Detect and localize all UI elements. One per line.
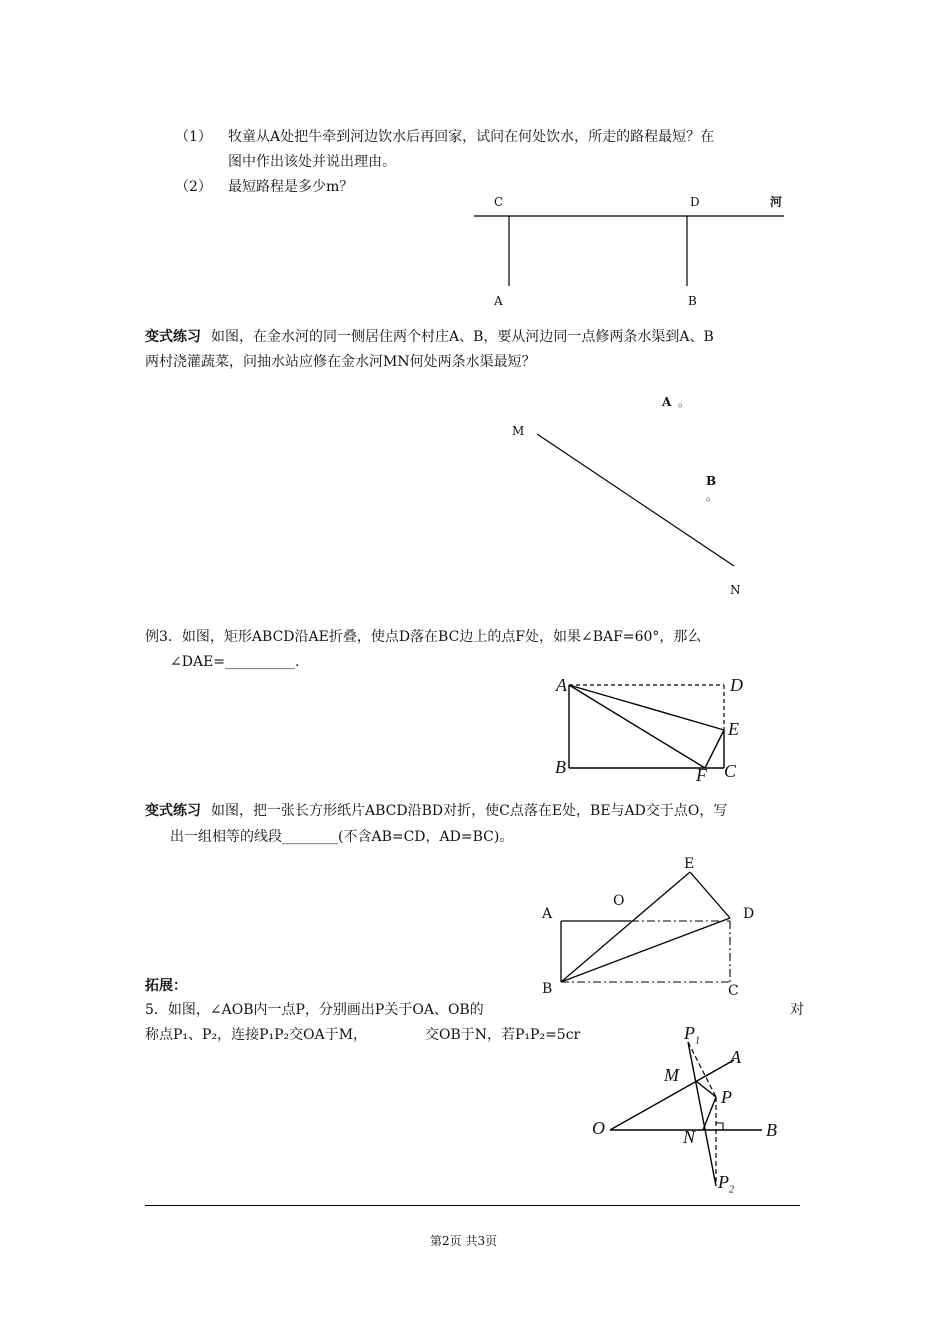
q1-number: （1） [175, 129, 212, 145]
fig5-label-P2: $P_2$ [718, 1172, 734, 1196]
ext-text-line1: 5．如图，∠AOB内一点P，分别画出P关于OA、OB的 [145, 1002, 484, 1018]
fig5-label-A: A [730, 1047, 741, 1067]
fig4-label-E: E [684, 856, 695, 872]
ex3-text-line2: ∠DAE=__________. [170, 654, 300, 670]
fig1-label-B: B [688, 294, 697, 308]
fig1-label-A: A [494, 294, 503, 308]
fig3-label-D: D [730, 675, 743, 695]
var1-title: 变式练习 [145, 329, 201, 345]
fig5-label-P1: $P_1$ [684, 1023, 700, 1047]
q1-text-line2: 图中作出该处并说出理由。 [228, 154, 396, 170]
ext-title: 拓展： [145, 978, 187, 994]
fig3-label-C: C [724, 761, 737, 781]
q1-text-line1: 牧童从A处把牛牵到河边饮水后再回家，试问在何处饮水，所走的路程最短？在 [228, 129, 715, 145]
fig2-dot-A: 。 [678, 395, 691, 409]
fig3-label-B: B [555, 757, 566, 777]
segment-MP [696, 1081, 716, 1097]
fig2-label-A: A [662, 395, 672, 409]
fig4-label-B: B [542, 981, 553, 997]
ext-text-line1-end: 对 [790, 1002, 804, 1018]
fig1-label-C: C [494, 195, 504, 209]
var1-text-line2: 两村浇灌蔬菜，问抽水站应修在金水河MN何处两条水渠最短？ [145, 354, 536, 370]
segment-P1P2 [688, 1042, 716, 1186]
q2-text: 最短路程是多少m？ [228, 179, 354, 195]
segment-PN [703, 1097, 716, 1130]
ex3-text-line1: 例3．如图，矩形ABCD沿AE折叠，使点D落在BC边上的点F处，如果∠BAF=60°，那么 [145, 629, 702, 645]
fig3-label-F: F [696, 765, 707, 785]
fig1-label-river: 河 [770, 195, 783, 209]
page-number: 第2页 共3页 [430, 1234, 498, 1248]
footer-divider [145, 1205, 800, 1206]
right-angle-mark [716, 1123, 723, 1130]
fig5-label-P: P [721, 1087, 732, 1107]
fig1-label-D: D [690, 195, 700, 209]
ext-text-line2a: 称点P₁、P₂，连接P₁P₂交OA于M， [145, 1027, 368, 1043]
fig4-label-A: A [542, 906, 553, 922]
fig2-label-M: M [512, 424, 525, 438]
var2-text-line2: 出一组相等的线段________(不含AB=CD，AD=BC)。 [170, 829, 514, 845]
var1-line1-body: 如图，在金水河的同一侧居住两个村庄A、B，要从河边同一点修两条水渠到A、B [211, 329, 714, 345]
fig3-label-A: A [556, 675, 567, 695]
fig5-label-M: M [664, 1065, 679, 1085]
fig4-label-O: O [613, 893, 625, 909]
var2-line1-body: 如图，把一张长方形纸片ABCD沿BD对折，使C点落在E处，BE与AD交于点O，写 [211, 803, 728, 819]
fig5-label-N: N [683, 1127, 696, 1147]
fig2-label-N: N [730, 583, 741, 597]
q2-number: （2） [175, 179, 212, 195]
fig4-label-C: C [728, 983, 739, 999]
fig5-label-B: B [766, 1120, 777, 1140]
var2-title: 变式练习 [145, 803, 201, 819]
fig2-dot-B: 。 [706, 489, 719, 503]
fig2-label-B: B [706, 474, 717, 488]
fig4-label-D: D [743, 906, 755, 922]
fig3-label-E: E [728, 719, 739, 739]
ext-text-line2b: 交OB于N，若P₁P₂=5cr [425, 1027, 581, 1043]
fig5-label-O: O [592, 1118, 605, 1138]
